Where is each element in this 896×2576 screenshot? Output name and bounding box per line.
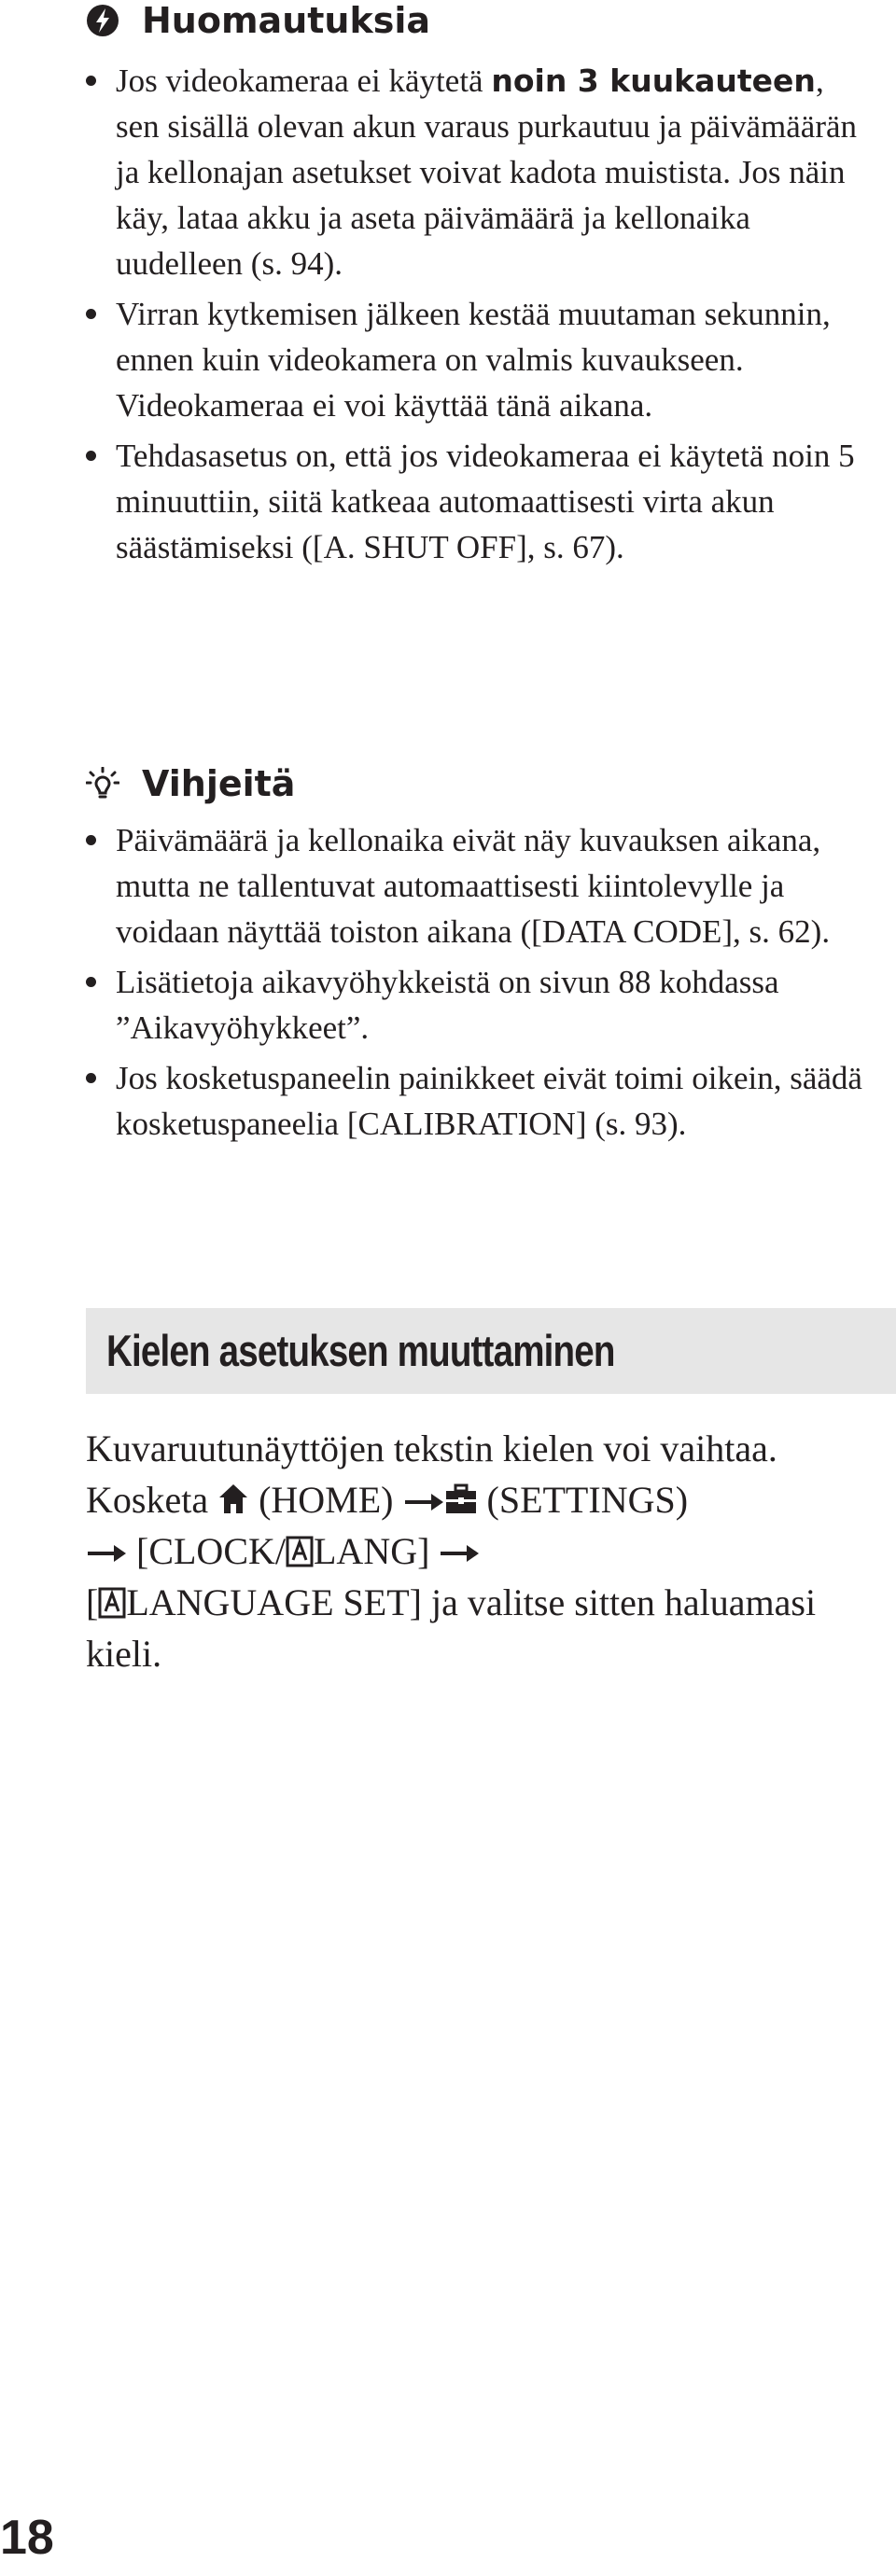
list-item: Lisätietoja aikavyöhykkeistä on sivun 88 kohdassa ”Aikavyöhykkeet”. <box>86 959 866 1051</box>
arrow-icon <box>403 1488 444 1516</box>
list-item: Päivämäärä ja kellonaika eivät näy kuvauksen aikana, mutta ne tallentuvat automaattisesti kiintolevylle ja voidaan näyttää toiston aikana ([DATA CODE], s. 62). <box>86 817 866 954</box>
bold-phrase: noin 3 kuukauteen <box>491 63 816 99</box>
bullet <box>86 835 96 845</box>
toolbox-icon <box>444 1483 478 1516</box>
page-number: 18 <box>0 2511 54 2565</box>
arrow-icon <box>439 1539 480 1567</box>
list-item: Jos videokameraa ei käytetä noin 3 kuukauteen, sen sisällä olevan akun varaus purkautuu ja päivämäärän ja kellonajan asetukset voivat kadota muistista. Jos näin käy, lataa akku ja aseta päivämäärä ja kellonaika uudelleen (s. 94). <box>86 58 866 286</box>
tips-heading-text: Vihjeitä <box>142 763 296 804</box>
lightbulb-icon <box>86 767 119 801</box>
notes-heading-text: Huomautuksia <box>142 0 431 41</box>
bullet <box>86 977 96 987</box>
intro-text: Kuvaruutunäyttöjen tekstin kielen voi vaihtaa. <box>86 1427 777 1469</box>
notes-heading <box>86 0 430 41</box>
language-instructions <box>86 1423 866 1679</box>
caution-icon <box>86 4 119 37</box>
bullet <box>86 451 96 461</box>
bullet <box>86 1073 96 1083</box>
section-title-bar <box>86 1308 896 1394</box>
tips-heading <box>86 763 295 804</box>
list-item: Tehdasasetus on, että jos videokameraa ei käytetä noin 5 minuuttiin, siitä katkeaa automaattisesti virta akun säästämiseksi ([A. SHUT OFF], s. 67). <box>86 433 866 570</box>
steps-text: Kosketa (HOME) (SETTINGS) [CLOCK/ LANG] [ LANGUAGE SET] ja valitse sitten haluamasi kieli. <box>86 1479 817 1675</box>
section-title: Kielen asetuksen muuttaminen <box>106 1326 615 1375</box>
bullet <box>86 309 96 319</box>
language-a-icon <box>286 1536 314 1567</box>
home-icon <box>217 1483 249 1516</box>
list-item: Virran kytkemisen jälkeen kestää muutaman sekunnin, ennen kuin videokamera on valmis kuvaukseen. Videokameraa ei voi käyttää tänä aikana. <box>86 291 866 428</box>
language-a-icon <box>98 1587 126 1619</box>
notes-list <box>86 58 866 575</box>
list-item: Jos kosketuspaneelin painikkeet eivät toimi oikein, säädä kosketuspaneelia [CALIBRATION] (s. 93). <box>86 1055 866 1147</box>
tips-list <box>86 817 866 1151</box>
arrow-icon <box>86 1539 127 1567</box>
bullet <box>86 76 96 86</box>
